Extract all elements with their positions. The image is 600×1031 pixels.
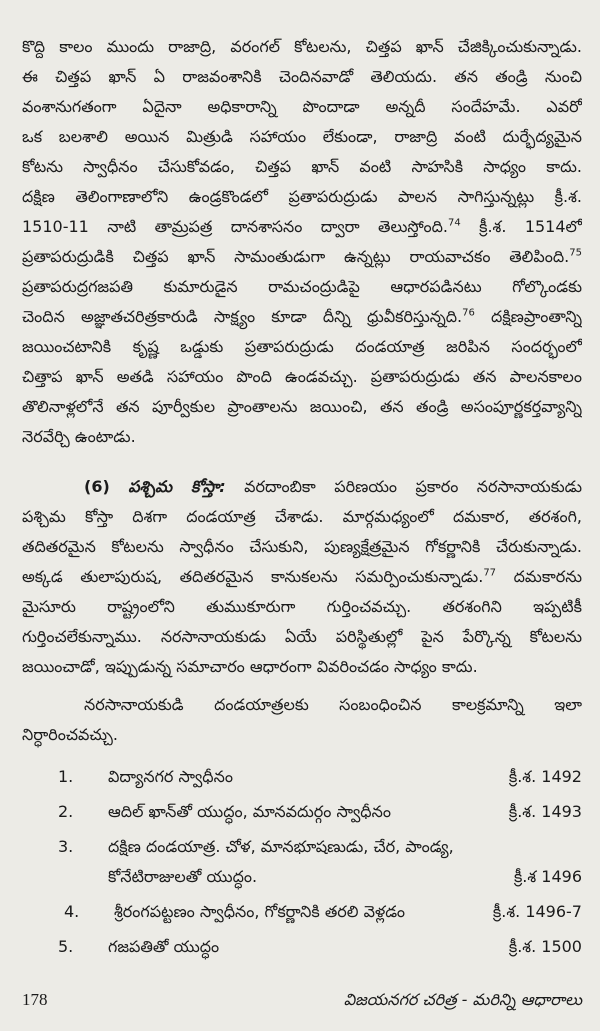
page-footer <box>22 985 582 1015</box>
footnote-ref: 74 <box>447 217 461 229</box>
line-text: వరదాంబికా పరిణయం ప్రకారం నరసానాయకుడు <box>225 477 582 496</box>
text-line <box>22 302 582 332</box>
item-date: క్రీ.శ. 1492 <box>508 767 582 786</box>
item-date: క్రీ.శ. 1493 <box>508 802 582 821</box>
list-item <box>22 797 582 832</box>
text-line <box>22 472 582 502</box>
text-line: తొలినాళ్లలోనే తన పూర్వీకుల ప్రాంతాలను జయించి, తన తండ్రి అసంపూర్ణకర్తవ్యాన్ని <box>22 397 582 416</box>
text-line: ఒక బలశాలి అయిన మిత్రుడి సహాయం లేకుండా, రాజాద్రి వంటి దుర్భేద్యమైన <box>22 127 582 146</box>
text-line: చిత్తాప ఖాన్ అతడి సహాయం పొంది ఉండవచ్చు. ప్రతాపరుద్రుడు తన పాలనకాలం <box>22 367 582 386</box>
text-line: నిర్ధారించవచ్చు. <box>22 725 118 744</box>
text-line: దక్షిణ తెలింగాణాలోని ఉండ్రకొండలో ప్రతాపరుద్రుడు పాలన సాగిస్తున్నట్లు క్రీ.శ. <box>22 187 582 206</box>
line-text: చెందిన అజ్ఞాతచరిత్రకారుడి సాక్ష్యం కూడా దీన్ని ధ్రువీకరిస్తున్నది. <box>22 307 463 326</box>
footnote-ref: 75 <box>569 247 582 259</box>
section-number: (6) <box>84 477 110 496</box>
item-event: గజపతితో యుద్ధం <box>108 937 220 956</box>
text-line: జయించటానికి కృష్ణ ఒడ్డుకు ప్రతాపరుద్రుడు దండయాత్ర జరిపిన సందర్భంలో <box>22 337 582 356</box>
list-item <box>22 897 582 932</box>
text-line <box>22 212 582 242</box>
line-text: క్రీ.శ. 1514లో <box>460 217 582 236</box>
item-event: దక్షిణ దండయాత్ర. చోళ, మానభూషణుడు, చేర, పాండ్య, కోనేటిరాజులతో యుద్ధం. <box>108 837 454 886</box>
text-line: వంశానుగతంగా ఏదైనా అధికారాన్ని పొందాడా అన్నదీ సందేహమే. ఎవరో <box>22 97 582 116</box>
text-line: మైసూరు రాష్ట్రంలోని తుముకూరుగా గుర్తించవచ్చు. తరశంగిని ఇప్పటికీ <box>22 597 582 616</box>
line-text: ప్రతాపరుద్రుడికి చిత్తప ఖాన్ సామంతుడుగా ఉన్నట్లు రాయవాచకం తెలిపింది. <box>22 247 570 266</box>
page-number: 178 <box>22 990 48 1009</box>
chronology-list <box>22 762 582 967</box>
item-event: విద్యానగర స్వాధీనం <box>108 767 233 786</box>
item-number: 4. <box>64 902 80 921</box>
item-event: శ్రీరంగపట్టణం స్వాధీనం, గోకర్ణానికి తరలి వెళ్లడం <box>114 902 405 921</box>
text-line: నెరవేర్చి ఉంటాడు. <box>22 427 136 446</box>
footnote-ref: 77 <box>483 567 497 579</box>
list-item <box>22 832 582 897</box>
line-text: 1510-11 నాటి తామ్రపత్ర దానశాసనం ద్వారా తెలుస్తోంది. <box>22 217 448 236</box>
section-heading: పశ్చిమ కోస్తా: <box>128 477 226 496</box>
text-line: ఈ చిత్తప ఖాన్ ఏ రాజవంశానికి చెందినవాడో తెలియదు. తన తండ్రి నుంచి <box>22 67 582 86</box>
text-line: నరసానాయకుడి దండయాత్రలకు సంబంధించిన కాలక్రమాన్ని ఇలా <box>84 695 582 714</box>
paragraph-chronology-intro <box>22 690 582 750</box>
text-line: తదితరమైన కోటలను స్వాధీనం చేసుకుని, పుణ్యక్షేత్రమైన గోకర్ణానికి చేరుకున్నాడు. <box>22 537 582 556</box>
text-line: ప్రతాపరుద్రగజపతి కుమారుడైన రామచంద్రుడిపై ఆధారపడినటు గోల్కొండకు <box>22 277 582 296</box>
line-text: దమకారను <box>496 567 582 586</box>
list-item <box>22 762 582 797</box>
paragraph-western-coast <box>22 472 582 682</box>
footnote-ref: 76 <box>462 307 475 319</box>
text-line <box>22 242 582 272</box>
list-item <box>22 932 582 967</box>
item-event: ఆదిల్ ఖాన్‌తో యుద్ధం, మానవదుర్గం స్వాధీనం <box>108 802 391 821</box>
item-number: 2. <box>58 802 74 821</box>
text-line: గుర్తించలేకున్నాము. నరసానాయకుడు ఏయే పరిస్థితుల్లో పైన పేర్కొన్న కోటలను <box>22 627 582 646</box>
paragraph-chittapa-khan <box>22 32 582 452</box>
text-line <box>22 562 582 592</box>
item-number: 1. <box>58 767 74 786</box>
line-text: దక్షిణప్రాంతాన్ని <box>474 307 582 326</box>
item-date: క్రీ.శ. 1500 <box>508 937 582 956</box>
item-number: 3. <box>58 837 74 856</box>
item-number: 5. <box>58 937 74 956</box>
item-date: క్రీ.శ 1496 <box>513 867 582 886</box>
item-date: క్రీ.శ. 1496-7 <box>492 902 582 921</box>
line-text: అక్కడ తులాపురుష, తదితరమైన కానుకలను సమర్పించుకున్నాడు. <box>22 567 484 586</box>
running-title: విజయనగర చరిత్ర - మరిన్ని ఆధారాలు <box>343 990 582 1009</box>
text-line: కొద్ది కాలం ముందు రాజాద్రి, వరంగల్ కోటలను, చిత్తప ఖాన్ చేజిక్కించుకున్నాడు. <box>22 37 582 56</box>
text-line: కోటను స్వాధీనం చేసుకోవడం, చిత్తప ఖాన్ వంటి సాహసికి సాధ్యం కాదు. <box>22 157 582 176</box>
text-line: పశ్చిమ కోస్తా దిశగా దండయాత్ర చేశాడు. మార్గమధ్యంలో దమకార, తరశంగి, <box>22 507 582 526</box>
text-line: జయించాడో, ఇప్పుడున్న సమాచారం ఆధారంగా వివరించడం సాధ్యం కాదు. <box>22 657 478 676</box>
